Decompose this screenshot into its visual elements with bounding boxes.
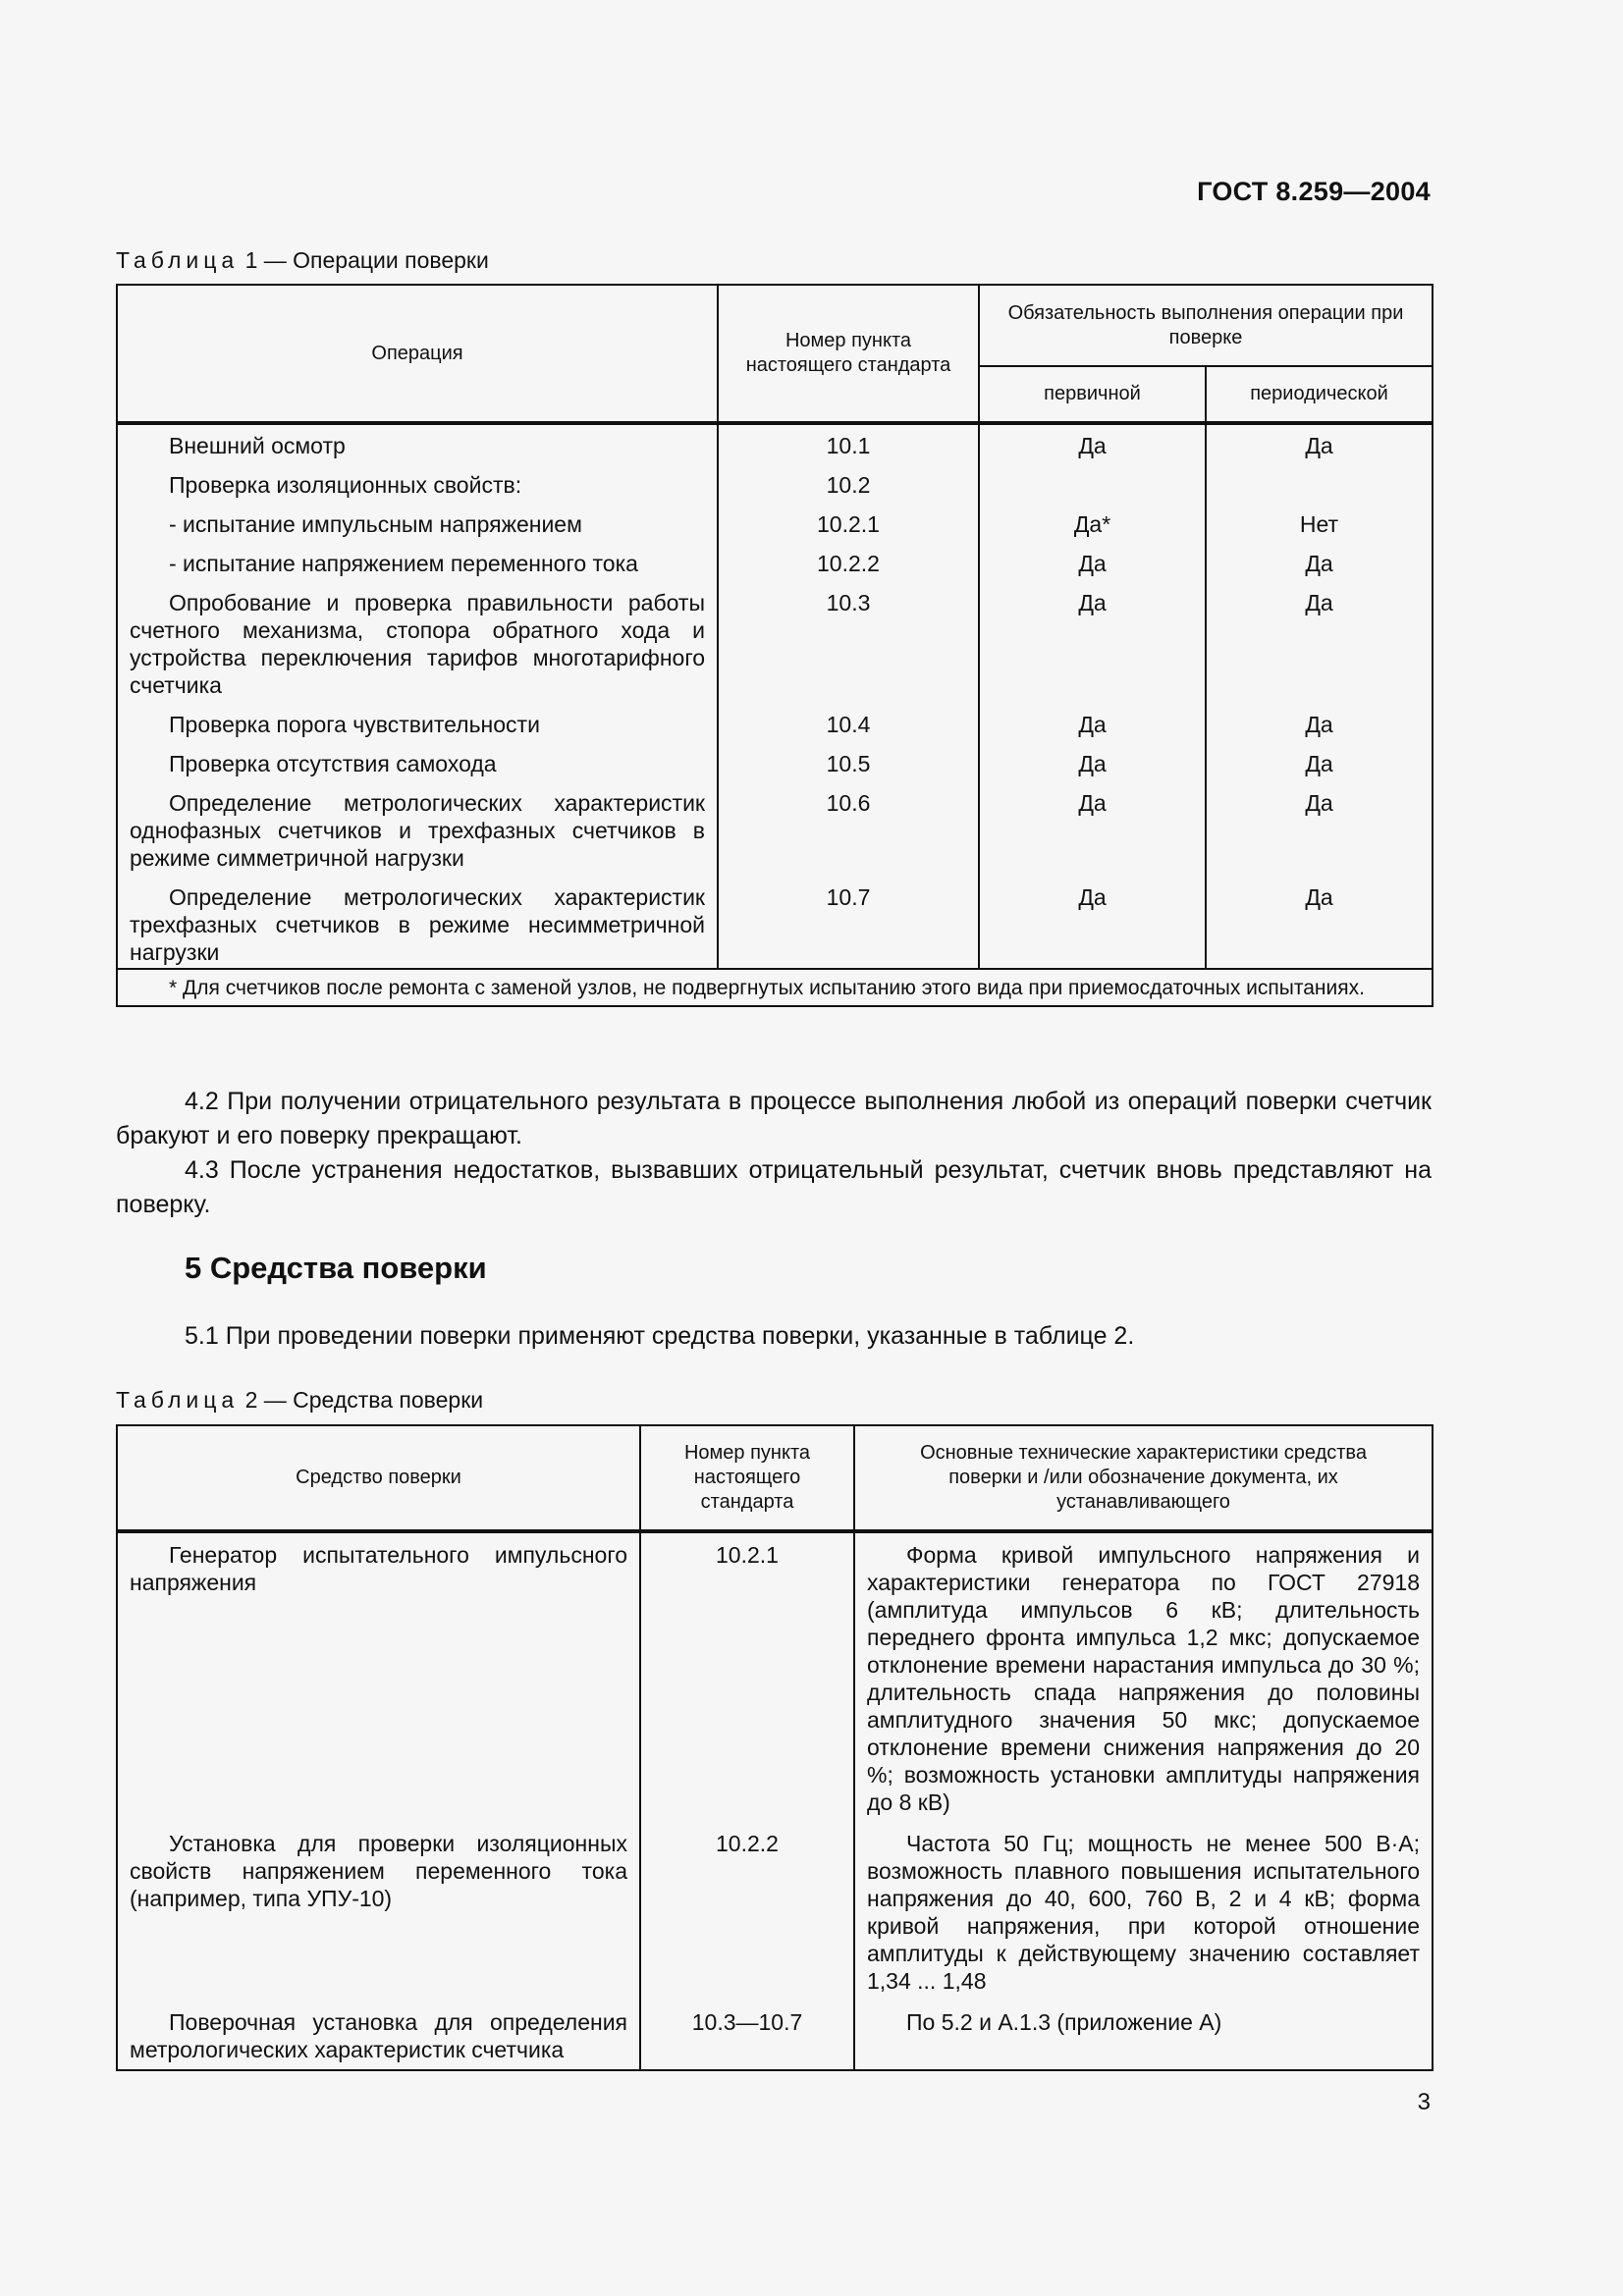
periodic-cell: Да bbox=[1206, 744, 1433, 783]
operation-cell: Внешний осмотр bbox=[117, 423, 718, 465]
table-row bbox=[117, 705, 1433, 744]
number-cell: 10.2.2 bbox=[640, 1822, 854, 2001]
primary-cell: Да bbox=[979, 744, 1206, 783]
table-row bbox=[117, 744, 1433, 783]
table-row bbox=[117, 423, 1433, 465]
table1-caption-title: 1 — Операции поверки bbox=[239, 247, 489, 273]
operation-cell: Опробование и проверка правильности работы счетного механизма, стопора обратного хода и устройства переключения тарифов многотарифного счетчика bbox=[117, 583, 718, 705]
periodic-cell: Нет bbox=[1206, 505, 1433, 544]
operation-cell: - испытание импульсным напряжением bbox=[117, 505, 718, 544]
number-cell: 10.4 bbox=[718, 705, 979, 744]
primary-cell: Да bbox=[979, 705, 1206, 744]
primary-cell: Да bbox=[979, 423, 1206, 465]
col-header-operation: Операция bbox=[117, 285, 718, 423]
number-cell: 10.3—10.7 bbox=[640, 2001, 854, 2070]
number-cell: 10.2 bbox=[718, 465, 979, 505]
number-cell: 10.6 bbox=[718, 783, 979, 878]
periodic-cell: Да bbox=[1206, 783, 1433, 878]
table-row bbox=[117, 544, 1433, 583]
periodic-cell: Да bbox=[1206, 878, 1433, 969]
table-row bbox=[117, 1531, 1433, 1822]
table-operations bbox=[116, 284, 1434, 1007]
table1-caption bbox=[116, 247, 489, 274]
section-heading-5: 5 Средства поверки bbox=[185, 1251, 487, 1285]
number-cell: 10.3 bbox=[718, 583, 979, 705]
primary-cell: Да bbox=[979, 878, 1206, 969]
characteristics-cell: Частота 50 Гц; мощность не менее 500 В·А; возможность плавного повышения испытательного напряжения до 40, 600, 760 В, 2 и 4 кВ; форма кривой напряжения, при которой отношение амплитуды к действующему значению составляет 1,34 ... 1,48 bbox=[854, 1822, 1433, 2001]
primary-cell bbox=[979, 465, 1206, 505]
means-cell: Генератор испытательного импульсного напряжения bbox=[117, 1531, 640, 1822]
operation-cell: Определение метрологических характеристик трехфазных счетчиков в режиме несимметричной нагрузки bbox=[117, 878, 718, 969]
table2-caption-title: 2 — Средства поверки bbox=[239, 1387, 484, 1413]
paragraph-4-2: 4.2 При получении отрицательного результата в процессе выполнения любой из операций поверки счетчик бракуют и его поверку прекращают. bbox=[116, 1088, 1432, 1149]
periodic-cell: Да bbox=[1206, 583, 1433, 705]
col-header-characteristics: Основные технические характеристики средства поверки и /или обозначение документа, их устанавливающего bbox=[854, 1425, 1433, 1531]
primary-cell: Да bbox=[979, 783, 1206, 878]
col-header-means: Средство поверки bbox=[117, 1425, 640, 1531]
table2-caption bbox=[116, 1387, 483, 1414]
table1-footnote: * Для счетчиков после ремонта с заменой узлов, не подвергнутых испытанию этого вида при приемосдаточных испытаниях. bbox=[117, 969, 1433, 1006]
periodic-cell: Да bbox=[1206, 544, 1433, 583]
paragraph-5-1: 5.1 При проведении поверки применяют средства поверки, указанные в таблице 2. bbox=[185, 1322, 1135, 1350]
table1-caption-prefix: Таблица bbox=[116, 247, 240, 273]
col-header-obligation: Обязательность выполнения операции при поверке bbox=[979, 285, 1433, 366]
table-row bbox=[117, 2001, 1433, 2070]
operation-cell: - испытание напряжением переменного тока bbox=[117, 544, 718, 583]
table-row bbox=[117, 878, 1433, 969]
col-header-periodic: периодической bbox=[1206, 366, 1433, 423]
footnote-row bbox=[117, 969, 1433, 1006]
col-header-primary: первичной bbox=[979, 366, 1206, 423]
primary-cell: Да bbox=[979, 544, 1206, 583]
table-row bbox=[117, 783, 1433, 878]
table-row bbox=[117, 1822, 1433, 2001]
table-row bbox=[117, 505, 1433, 544]
primary-cell: Да* bbox=[979, 505, 1206, 544]
operation-cell: Проверка изоляционных свойств: bbox=[117, 465, 718, 505]
operation-cell: Проверка порога чувствительности bbox=[117, 705, 718, 744]
paragraphs-4 bbox=[116, 1085, 1432, 1222]
paragraph-4-3: 4.3 После устранения недостатков, вызвавших отрицательный результат, счетчик вновь представляют на поверку. bbox=[116, 1156, 1432, 1218]
table-row bbox=[117, 465, 1433, 505]
characteristics-cell: Форма кривой импульсного напряжения и характеристики генератора по ГОСТ 27918 (амплитуда импульсов 6 кВ; длительность переднего фронта импульса 1,2 мкс; допускаемое отклонение времени нарастания импульса до 30 %; длительность спада напряжения до половины амплитудного значения 50 мкс; допускаемое отклонение времени снижения напряжения до 20 %; возможность установки амплитуды напряжения до 8 кВ) bbox=[854, 1531, 1433, 1822]
means-cell: Поверочная установка для определения метрологических характеристик счетчика bbox=[117, 2001, 640, 2070]
means-cell: Установка для проверки изоляционных свойств напряжением переменного тока (например, типа УПУ-10) bbox=[117, 1822, 640, 2001]
col-header-number: Номер пункта настоящего стандарта bbox=[640, 1425, 854, 1531]
table2-caption-prefix: Таблица bbox=[116, 1387, 240, 1413]
operation-cell: Определение метрологических характеристик однофазных счетчиков и трехфазных счетчиков в режиме симметричной нагрузки bbox=[117, 783, 718, 878]
paragraphs-5 bbox=[116, 1319, 1432, 1354]
primary-cell: Да bbox=[979, 583, 1206, 705]
periodic-cell: Да bbox=[1206, 423, 1433, 465]
document-header: ГОСТ 8.259—2004 bbox=[1197, 177, 1431, 206]
table-verification-means bbox=[116, 1424, 1434, 2071]
periodic-cell bbox=[1206, 465, 1433, 505]
number-cell: 10.2.1 bbox=[640, 1531, 854, 1822]
col-header-number: Номер пункта настоящего стандарта bbox=[718, 285, 979, 423]
number-cell: 10.5 bbox=[718, 744, 979, 783]
operation-cell: Проверка отсутствия самохода bbox=[117, 744, 718, 783]
characteristics-cell: По 5.2 и А.1.3 (приложение А) bbox=[854, 2001, 1433, 2070]
table-row bbox=[117, 583, 1433, 705]
number-cell: 10.7 bbox=[718, 878, 979, 969]
periodic-cell: Да bbox=[1206, 705, 1433, 744]
number-cell: 10.2.2 bbox=[718, 544, 979, 583]
page-number: 3 bbox=[1417, 2089, 1431, 2115]
number-cell: 10.2.1 bbox=[718, 505, 979, 544]
number-cell: 10.1 bbox=[718, 423, 979, 465]
